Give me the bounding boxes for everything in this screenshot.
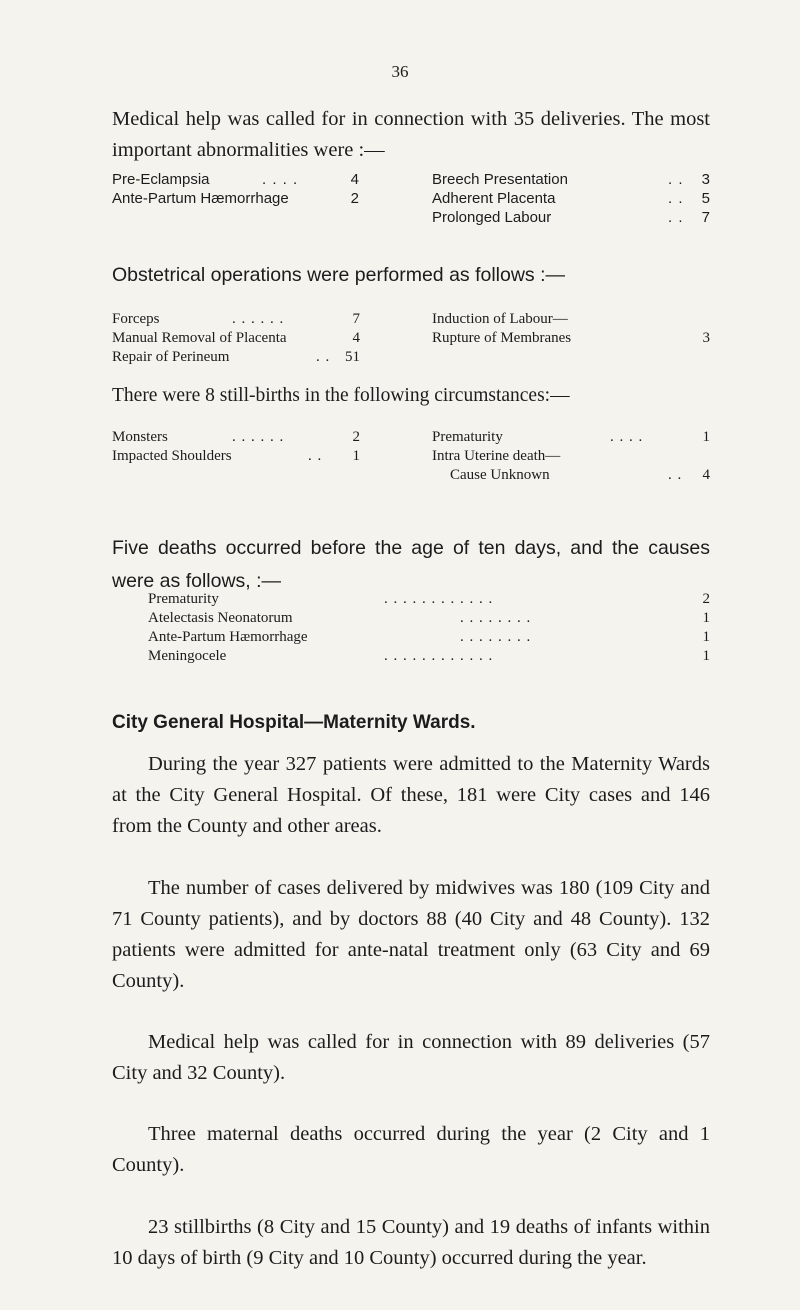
document-page: 36 Medical help was called for in connection with 35 deliveries. The most important abnormalities were :— Pre-Eclampsia . . . . 4 Ante-Partum Hæmorrhage 2 Breech Presentation . . 3 Adherent Placenta . . 5 Prolonged Labour . . 7 Obstetrical operations were performed as follows :— Forceps . . . . . . 7 Manual Removal of Placenta 4 Repair of Perineum . . 51 Induction of Labour— Rupture of Membranes 3 There were 8 still-births in the following circumstances:— Monsters . . . . . . 2 Impacted Shoulders . . 1 Prematurity . . . . 1 Intra Uterine death— Cause Unknown . . 4 Five deaths occurred before the age of ten days, and the causes were as follows, :— Prematurity . . . . . . . . . . . . 2 Atelectasis Neonatorum . . . . . . . . 1 Ante-Partum Hæmorrhage . . . . . . . . 1 Meningocele . . . . . . . . . . . . 1 City General Hospital—Maternity Wards. During the year 327 patients were admitted to the Maternity Wards at the City General Hospital. Of these, 181 were City cases and 146 from the County and other areas. The number of cases delivered by midwives was 180 (109 City and 71 County patients), and by doctors 88 (40 City and 48 County). 132 patients were admitted for ante-natal treatment only (63 City and 69 County). Medical help was called for in connection with 89 deliveries (57 City and 32 County). Three maternal deaths occurred during the year (2 City and 1 County). 23 stillbirths (8 City and 15 County) and 19 deaths of infants within 10 days of birth (9 City and 10 County) occurred during the year. <box>0 0 800 1310</box>
body-paragraph: Medical help was called for in connection with 89 deliveries (57 City and 32 County). <box>112 1031 710 1084</box>
deaths-paragraph: Five deaths occurred before the age of ten days, and the causes were as follows, :— <box>112 537 710 592</box>
body-paragraph: 23 stillbirths (8 City and 15 County) and 19 deaths of infants within 10 days of birth (9 City and 10 County) occurred during the year. <box>112 1216 710 1269</box>
stillbirths-heading: There were 8 still-births in the following circumstances:— <box>112 385 570 406</box>
intro-paragraph: Medical help was called for in connection with 35 deliveries. The most important abnormalities were :— <box>112 108 710 161</box>
list-item: Meningocele . . . . . . . . . . . . 1 <box>148 648 710 664</box>
list-item: Prematurity . . . . . . . . . . . . 2 <box>148 591 710 607</box>
body-paragraph: During the year 327 patients were admitted to the Maternity Wards at the City General Hospital. Of these, 181 were City cases and 146 from the County and other areas. <box>112 753 710 837</box>
operations-heading: Obstetrical operations were performed as follows :— <box>112 264 566 286</box>
section-heading: City General Hospital—Maternity Wards. <box>112 712 476 733</box>
body-paragraph: The number of cases delivered by midwives was 180 (109 City and 71 County patients), and by doctors 88 (40 City and 48 County). 132 patients were admitted for ante-natal treatment only (63 City and 69 County). <box>112 877 710 992</box>
list-item: Ante-Partum Hæmorrhage . . . . . . . . 1 <box>148 629 710 645</box>
page-number: 36 <box>391 62 409 81</box>
body-paragraph: Three maternal deaths occurred during the year (2 City and 1 County). <box>112 1123 710 1176</box>
neonatal-deaths-list <box>148 591 710 667</box>
list-item: Atelectasis Neonatorum . . . . . . . . 1 <box>148 610 710 626</box>
